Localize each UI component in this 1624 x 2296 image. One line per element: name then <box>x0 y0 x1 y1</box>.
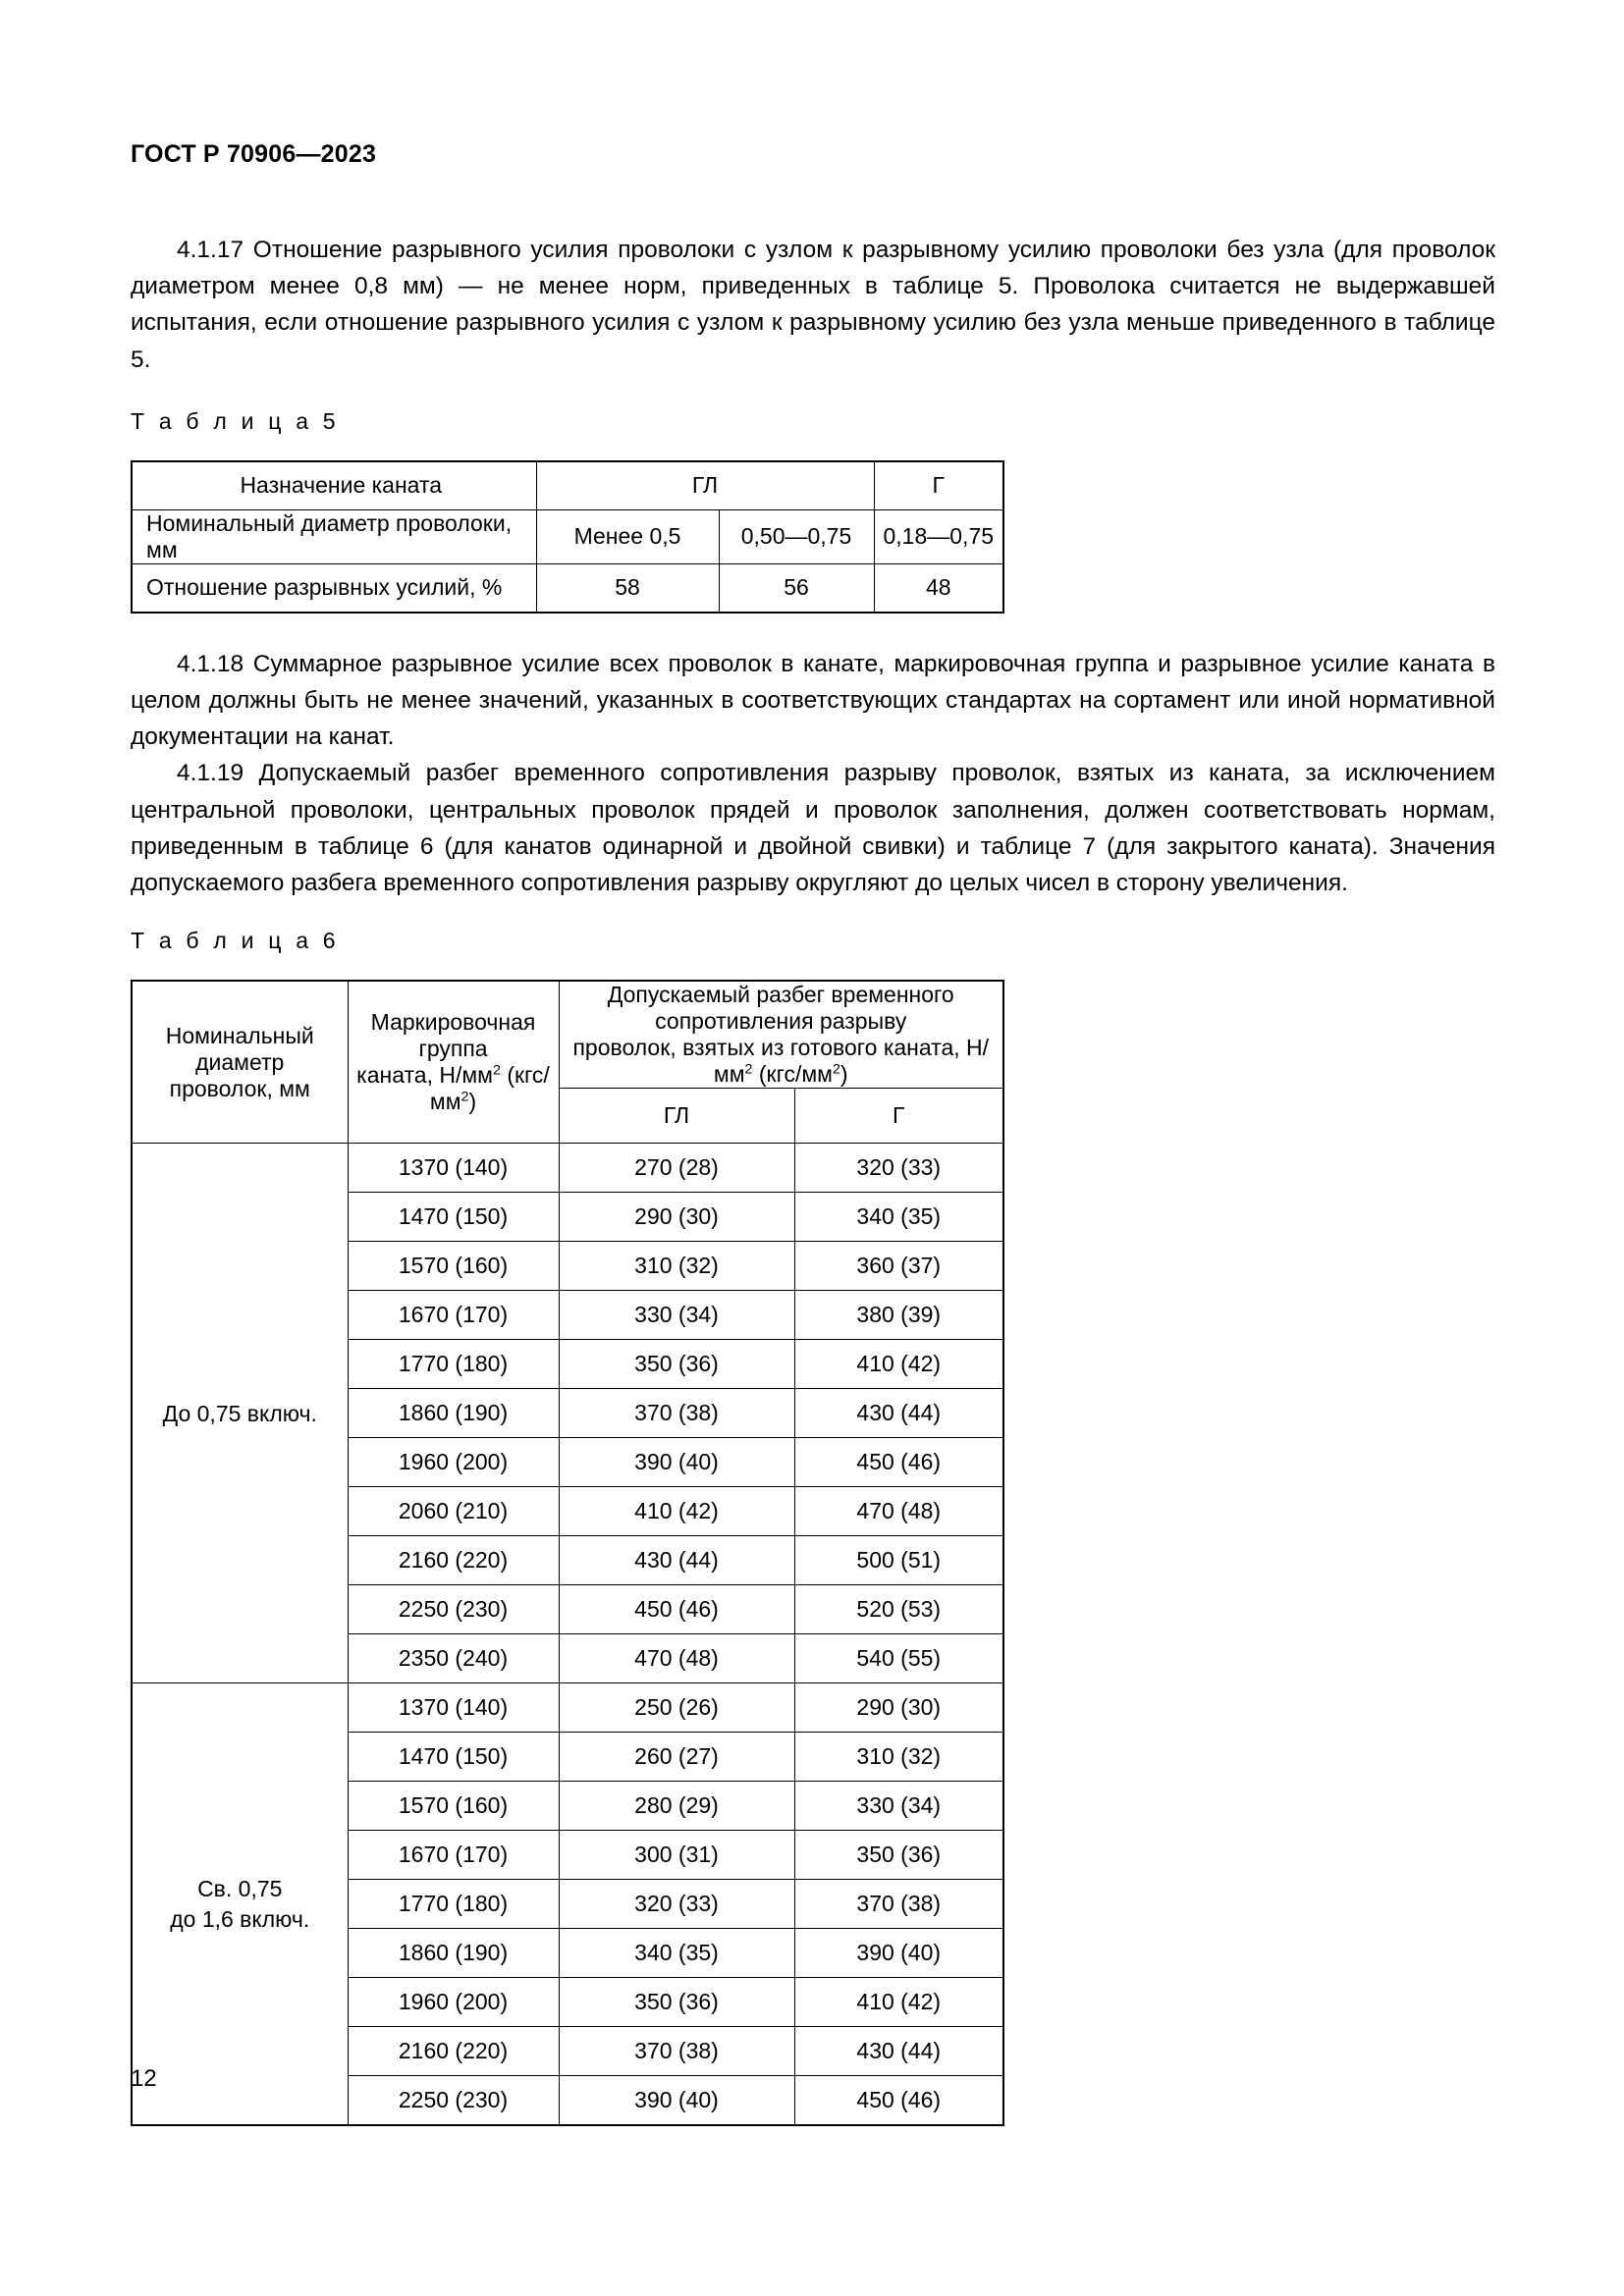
table6-cell-g: 450 (46) <box>794 1438 1003 1487</box>
table6-cell-gl: 270 (28) <box>559 1144 794 1193</box>
table5-cell: Менее 0,5 <box>536 509 719 563</box>
table6-cell-grade: 1770 (180) <box>348 1340 559 1389</box>
table5-header-g: Г <box>874 461 1003 510</box>
table6-group-label: До 0,75 включ. <box>132 1144 348 1683</box>
table-row <box>132 563 1003 613</box>
table6-cell-g: 390 (40) <box>794 1929 1003 1978</box>
table5-cell: 58 <box>536 563 719 613</box>
table6-cell-grade: 2250 (230) <box>348 2076 559 2126</box>
table6-subheader-gl: ГЛ <box>559 1089 794 1144</box>
table6-cell-g: 430 (44) <box>794 1389 1003 1438</box>
table6-cell-grade: 1570 (160) <box>348 1242 559 1291</box>
table6-cell-g: 350 (36) <box>794 1831 1003 1880</box>
table6-cell-g: 410 (42) <box>794 1340 1003 1389</box>
table6-cell-g: 540 (55) <box>794 1634 1003 1683</box>
table6-cell-grade: 1670 (170) <box>348 1831 559 1880</box>
table6-cell-gl: 370 (38) <box>559 1389 794 1438</box>
table6-cell-grade: 1570 (160) <box>348 1782 559 1831</box>
table6-cell-gl: 350 (36) <box>559 1340 794 1389</box>
table6-cell-grade: 1470 (150) <box>348 1193 559 1242</box>
table6-cell-g: 520 (53) <box>794 1585 1003 1634</box>
table6-cell-gl: 390 (40) <box>559 1438 794 1487</box>
table6-header-span: Допускаемый разбег временного сопротивления разрыву проволок, взятых из готового каната, $Н/мм^2$ $(кгс/мм^2)$ <box>559 981 1003 1089</box>
table6-cell-gl: 310 (32) <box>559 1242 794 1291</box>
table6-cell-grade: 2160 (220) <box>348 2027 559 2076</box>
page-header: ГОСТ Р 70906—2023 <box>131 140 377 168</box>
paragraph-4-1-17: 4.1.17 Отношение разрывного усилия проволоки с узлом к разрывному усилию проволоки без узла (для проволок диаметром менее 0,8 мм) — не менее норм, приведенных в таблице 5. Проволока считается не выдержавшей испытания, если отношение разрывного усилия с узлом к разрывному усилию без узла меньше приведенного в таблице 5. <box>131 237 1495 373</box>
table-row <box>132 1144 1003 1193</box>
table6-cell-g: 330 (34) <box>794 1782 1003 1831</box>
table6-cell-g: 320 (33) <box>794 1144 1003 1193</box>
table6-cell-g: 360 (37) <box>794 1242 1003 1291</box>
table6-cell-g: 370 (38) <box>794 1880 1003 1929</box>
table6-cell-gl: 330 (34) <box>559 1291 794 1340</box>
table5-cell: 48 <box>874 563 1003 613</box>
table6-cell-gl: 280 (29) <box>559 1782 794 1831</box>
table6-cell-grade: 1370 (140) <box>348 1144 559 1193</box>
table6-cell-gl: 470 (48) <box>559 1634 794 1683</box>
table6-cell-g: 500 (51) <box>794 1536 1003 1585</box>
table6-cell-gl: 350 (36) <box>559 1978 794 2027</box>
table6-cell-gl: 430 (44) <box>559 1536 794 1585</box>
table6-cell-gl: 300 (31) <box>559 1831 794 1880</box>
table6-cell-g: 430 (44) <box>794 2027 1003 2076</box>
table5-caption: Т а б л и ц а 5 <box>131 407 340 434</box>
table6-group-label: Св. 0,75 до 1,6 включ. <box>132 1683 348 2126</box>
table6-cell-grade: 1470 (150) <box>348 1733 559 1782</box>
table-6 <box>131 980 1004 2126</box>
table6-cell-gl: 450 (46) <box>559 1585 794 1634</box>
table6-cell-gl: 340 (35) <box>559 1929 794 1978</box>
table6-header-col2: Маркировочная группа каната, $Н/мм^2$ $(кгс/мм^2)$ <box>348 981 559 1144</box>
paragraph-4-1-18: 4.1.18 Суммарное разрывное усилие всех проволок в канате, маркировочная группа и разрывное усилие каната в целом должны быть не менее значений, указанных в соответствующих стандартах на сортамент или иной нормативной документации на канат. <box>131 650 1495 751</box>
table6-cell-grade: 1960 (200) <box>348 1438 559 1487</box>
table6-cell-gl: 390 (40) <box>559 2076 794 2126</box>
table6-cell-grade: 2060 (210) <box>348 1487 559 1536</box>
table6-cell-g: 310 (32) <box>794 1733 1003 1782</box>
page-number: 12 <box>131 2065 157 2092</box>
table6-subheader-g: Г <box>794 1089 1003 1144</box>
page-content <box>131 232 1495 2126</box>
table6-cell-grade: 1960 (200) <box>348 1978 559 2027</box>
table6-cell-grade: 2160 (220) <box>348 1536 559 1585</box>
table-row <box>132 1683 1003 1733</box>
table6-cell-g: 450 (46) <box>794 2076 1003 2126</box>
table6-cell-g: 340 (35) <box>794 1193 1003 1242</box>
table5-header-gl: ГЛ <box>536 461 874 510</box>
table5-cell: 0,50—0,75 <box>719 509 874 563</box>
table5-cell: 0,18—0,75 <box>874 509 1003 563</box>
table6-caption: Т а б л и ц а 6 <box>131 928 340 954</box>
table6-cell-gl: 370 (38) <box>559 2027 794 2076</box>
table6-cell-g: 410 (42) <box>794 1978 1003 2027</box>
table5-row-label: Отношение разрывных усилий, % <box>132 563 536 613</box>
table6-cell-grade: 1860 (190) <box>348 1929 559 1978</box>
table6-cell-gl: 290 (30) <box>559 1193 794 1242</box>
table6-header-col1: Номинальный диаметр проволок, мм <box>132 981 348 1144</box>
table6-cell-grade: 1770 (180) <box>348 1880 559 1929</box>
table6-cell-g: 470 (48) <box>794 1487 1003 1536</box>
table5-header-col1: Назначение каната <box>132 461 536 510</box>
table-5 <box>131 460 1004 614</box>
table6-cell-g: 290 (30) <box>794 1683 1003 1733</box>
table6-cell-grade: 1370 (140) <box>348 1683 559 1733</box>
table6-cell-gl: 250 (26) <box>559 1683 794 1733</box>
table6-cell-grade: 2350 (240) <box>348 1634 559 1683</box>
table6-cell-grade: 2250 (230) <box>348 1585 559 1634</box>
table6-cell-grade: 1670 (170) <box>348 1291 559 1340</box>
paragraph-4-1-19: 4.1.19 Допускаемый разбег временного сопротивления разрыву проволок, взятых из каната, за исключением центральной проволоки, центральных проволок прядей и проволок заполнения, должен соответствовать нормам, приведенным в таблице 6 (для канатов одинарной и двойной свивки) и таблице 7 (для закрытого каната). Значения допускаемого разбега временного сопротивления разрыву округляют до целых чисел в сторону увеличения. <box>131 760 1495 897</box>
table-row <box>132 509 1003 563</box>
table5-cell: 56 <box>719 563 874 613</box>
table6-cell-g: 380 (39) <box>794 1291 1003 1340</box>
table-row <box>132 981 1003 1089</box>
table6-cell-gl: 410 (42) <box>559 1487 794 1536</box>
table6-cell-gl: 320 (33) <box>559 1880 794 1929</box>
table6-cell-gl: 260 (27) <box>559 1733 794 1782</box>
table5-row-label: Номинальный диаметр проволоки, мм <box>132 509 536 563</box>
table-row <box>132 461 1003 510</box>
table6-cell-grade: 1860 (190) <box>348 1389 559 1438</box>
